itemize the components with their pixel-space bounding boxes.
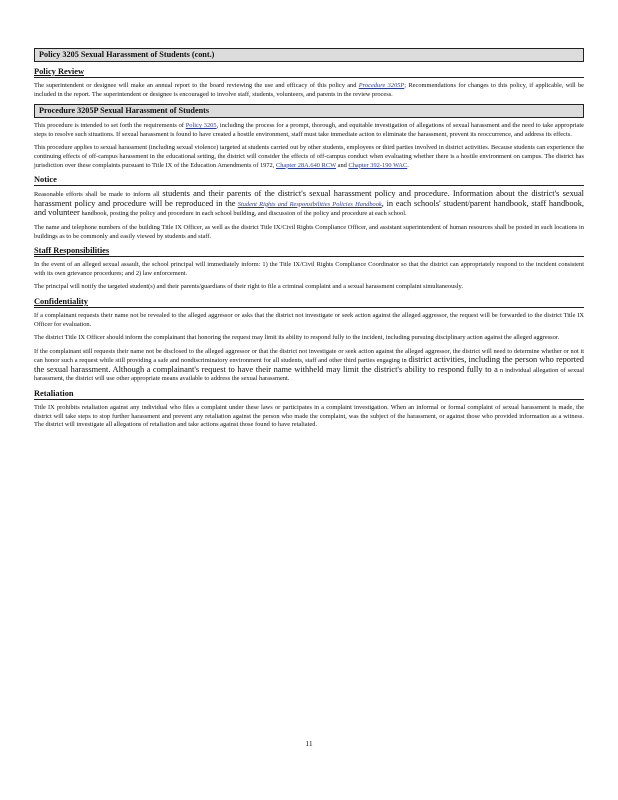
staff-paragraph-2: The principal will notify the targeted student(s) and their parents/guardians of their right to file a criminal complaint and a sexual harassment complaint simultaneously.	[34, 283, 463, 291]
procedure-header-bar: Procedure 3205P Sexual Harassment of Students	[34, 104, 584, 118]
policy-review-heading: Policy Review	[34, 67, 85, 76]
section-divider	[34, 185, 584, 186]
retaliation-paragraph: Title IX prohibits retaliation against any individual who files a complaint under these laws or participates in a complaint investigation. When an informal or formal complaint of sexual harassment is made, the district will take steps to stop further harassment and prevent any retaliation against the person who made the complaint, was the subject of the harassment, or against those who provided information as a witness. The district will investigate all allegations of retaliation and take actions against those found to have retaliated.	[34, 404, 584, 429]
notice-paragraph-1: Reasonable efforts shall be made to inform all students and their parents of the district's sexual harassment policy and procedure. Information about the district's sexual harassment policy and procedure will be reproduced in the Student Rights and Responsibilities Policies Handbook, in each schools' student/parent handbook, staff handbook, and volunteer handbook, posting the policy and procedure in each school building, and discussion of the policy and procedure at each school.	[34, 189, 584, 218]
section-divider	[34, 307, 584, 308]
section-divider	[34, 256, 584, 257]
policy-header-bar: Policy 3205 Sexual Harassment of Students (cont.)	[34, 48, 584, 62]
section-divider	[34, 399, 584, 400]
handbook-link[interactable]: Student Rights and Responsibilities Policies Handbook	[237, 200, 382, 208]
staff-responsibilities-heading: Staff Responsibilities	[34, 246, 110, 256]
section-divider	[34, 77, 584, 78]
confidentiality-heading: Confidentiality	[34, 296, 88, 306]
staff-paragraph-1: In the event of an alleged sexual assault, the school principal will immediately inform: 1) the Title IX/Civil Rights Compliance Coordinator so that the district can appropriately respond to the incident consistent with its own grievance procedures; and 2) law enforcement.	[34, 261, 584, 277]
notice-heading: Notice	[34, 175, 57, 185]
confidentiality-paragraph-1: If a complainant requests their name not be revealed to the alleged aggressor or asks that the district not investigate or seek action against the alleged aggressor, the request will be forwarded to the district Title IX Officer for evaluation.	[34, 311, 584, 328]
page-number: 11	[305, 739, 313, 748]
rcw-link[interactable]: Chapter 28A.640 RCW	[275, 161, 336, 169]
notice-paragraph-2: The name and telephone numbers of the building Title IX Officer, as well as the district Title IX/Civil Rights Compliance Officer, and assistant superintendent of human resources shall be posted in such locations in buildings as to be commonly and easily viewed by students and staff.	[34, 223, 584, 240]
procedure-link[interactable]: Procedure 3205P	[358, 82, 405, 89]
procedure-paragraph-1: This procedure is intended to set forth the requirements of Policy 3205, including the process for a prompt, thorough, and equitable investigation of allegations of sexual harassment and the need to take appropriate steps to resolve such situations. If sexual harassment is found to have created a hostile environment, staff must take immediate action to eliminate the harassment, prevent its reoccurrence, and address its effects.	[34, 122, 584, 138]
wac-link[interactable]: Chapter 392-190 WAC	[348, 161, 408, 169]
retaliation-heading: Retaliation	[34, 389, 74, 399]
policy-review-paragraph: The superintendent or designee will make an annual report to the board reviewing the use and efficacy of this policy and Procedure 3205P; Recommendations for changes to this policy, if applicable, will be included in the report. The superintendent or designee is encouraged to involve staff, students, volunteers, and parents in the review process.	[34, 82, 584, 98]
confidentiality-paragraph-3: If the complainant still requests their name not be disclosed to the alleged aggressor or that the district not investigate or seek action against the alleged aggressor, the district will need to determine whether or not it can honor such a request while still providing a safe and nondiscriminatory environment for all students, staff and other third parties engaging in district activities, including the person who reported the sexual harassment. Although a complainant's request to have their name withheld may limit the district's ability to respond fully to a n individual allegation of sexual harassment, the district will use other appropriate means available to address the sexual harassment.	[34, 347, 584, 383]
policy-link[interactable]: Policy 3205	[185, 122, 217, 130]
procedure-paragraph-2: This procedure applies to sexual harassment (including sexual violence) targeted at students carried out by other students, employees or third parties involved in district activities. Because students can experience the continuing effects of off-campus harassment in the educational setting, the district will consider the effects of off-campus conduct when evaluating whether there is a hostile environment on campus. The district has jurisdiction over these complaints pursuant to Title IX of the Education Amendments of 1972, Chapter 28A.640 RCW and Chapter 392-190 WAC.	[34, 144, 584, 169]
document-page	[34, 48, 584, 435]
confidentiality-paragraph-2: The district Title IX Officer should inform the complainant that honoring the request may limit its ability to respond fully to the incident, including pursuing disciplinary action against the alleged aggressor.	[34, 334, 560, 342]
